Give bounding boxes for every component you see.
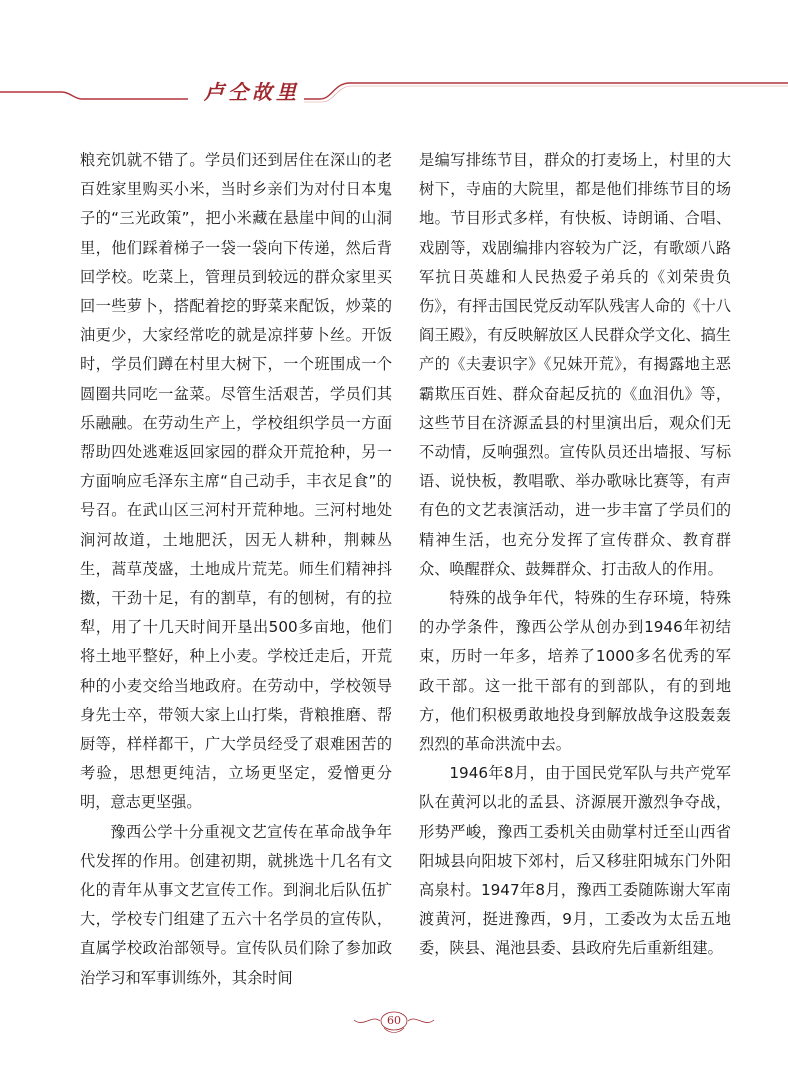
right-column [419,146,731,964]
paragraph: 特殊的战争年代，特殊的生存环境，特殊的办学条件，豫西公学从创办到1946年初结束，历时一年多，培养了1000多名优秀的军政干部。这一批干部有的到部队，有的到地方，他们积极勇敢地投身到解放战争这股轰轰烈烈的革命洪流中去。 [419,589,731,754]
paragraph: 1946年8月，由于国民党军队与共产党军队在黄河以北的孟县、济源展开激烈争夺战，形势严峻，豫西工委机关由勋掌村迁至山西省阳城县向阳坡下郊村，后又移驻阳城东门外阳高泉村。1947年8月，豫西工委随陈谢大军南渡黄河，挺进豫西，9月，工委改为太岳五地委，陕县、渑池县委、县政府先后重新组建。 [419,764,731,958]
paragraph: 是编写排练节目，群众的打麦场上，村里的大树下，寺庙的大院里，都是他们排练节目的场地。节目形式多样，有快板、诗朗诵、合唱、戏剧等，戏剧编排内容较为广泛，有歌颂八路军抗日英雄和人民热爱子弟兵的《刘荣贵负伤》，有抨击国民党反动军队残害人命的《十八阎王殿》，有反映解放区人民群众学文化、搞生产的《夫妻识字》《兄妹开荒》，有揭露地主恶霸欺压百姓、群众奋起反抗的《血泪仇》等，这些节目在济源孟县的村里演出后，观众们无不动情，反响强烈。宣传队员还出墙报、写标语、说快板，教唱歌、举办歌咏比赛等，有声有色的文艺表演活动，进一步丰富了学员们的精神生活，也充分发挥了宣传群众、教育群众、唤醒群众、鼓舞群众、打击敌人的作用。 [419,151,731,578]
page-header [0,0,788,130]
page-footer [344,1010,444,1036]
page-number: 60 [387,1014,401,1027]
paragraph: 粮充饥就不错了。学员们还到居住在深山的老百姓家里购买小米，当时乡亲们为对付日本鬼子的“三光政策”，把小米藏在悬崖中间的山洞里，他们踩着梯子一袋一袋向下传递，然后背回学校。吃菜上，管理员到较远的群众家里买回一些萝卜，搭配着挖的野菜来配饭，炒菜的油更少，大家经常吃的就是凉拌萝卜丝。开饭时，学员们蹲在村里大树下，一个班围成一个圆圈共同吃一盆菜。尽管生活艰苦，学员们其乐融融。在劳动生产上，学校组织学员一方面帮助四处逃难返回家园的群众开荒抢种，另一方面响应毛泽东主席“自己动手，丰衣足食”的号召。在武山区三河村开荒种地。三河村地处涧河故道，土地肥沃，因无人耕种，荆棘丛生，蒿草茂盛，土地成片荒芜。师生们精神抖擞，干劲十足，有的割草，有的刨树，有的拉犁，用了十几天时间开垦出500多亩地，他们将土地平整好，种上小麦。学校迁走后，开荒种的小麦交给当地政府。在劳动中，学校领导身先士卒，带领大家上山打柴，背粮推磨、帮厨等，样样都干，广大学员经受了艰难困苦的考验，思想更纯洁，立场更坚定，爱憎更分明，意志更坚强。 [80,151,392,812]
section-title: 卢仝故里 [200,80,304,104]
paragraph: 豫西公学十分重视文艺宣传在革命战争年代发挥的作用。创建初期，就挑选十几名有文化的青年从事文艺宣传工作。到涧北后队伍扩大，学校专门组建了五六十名学员的宣传队，直属学校政治部领导。宣传队员们除了参加政治学习和军事训练外，其余时间 [80,822,392,987]
left-column [80,146,392,993]
header-ornament-line [0,0,788,130]
